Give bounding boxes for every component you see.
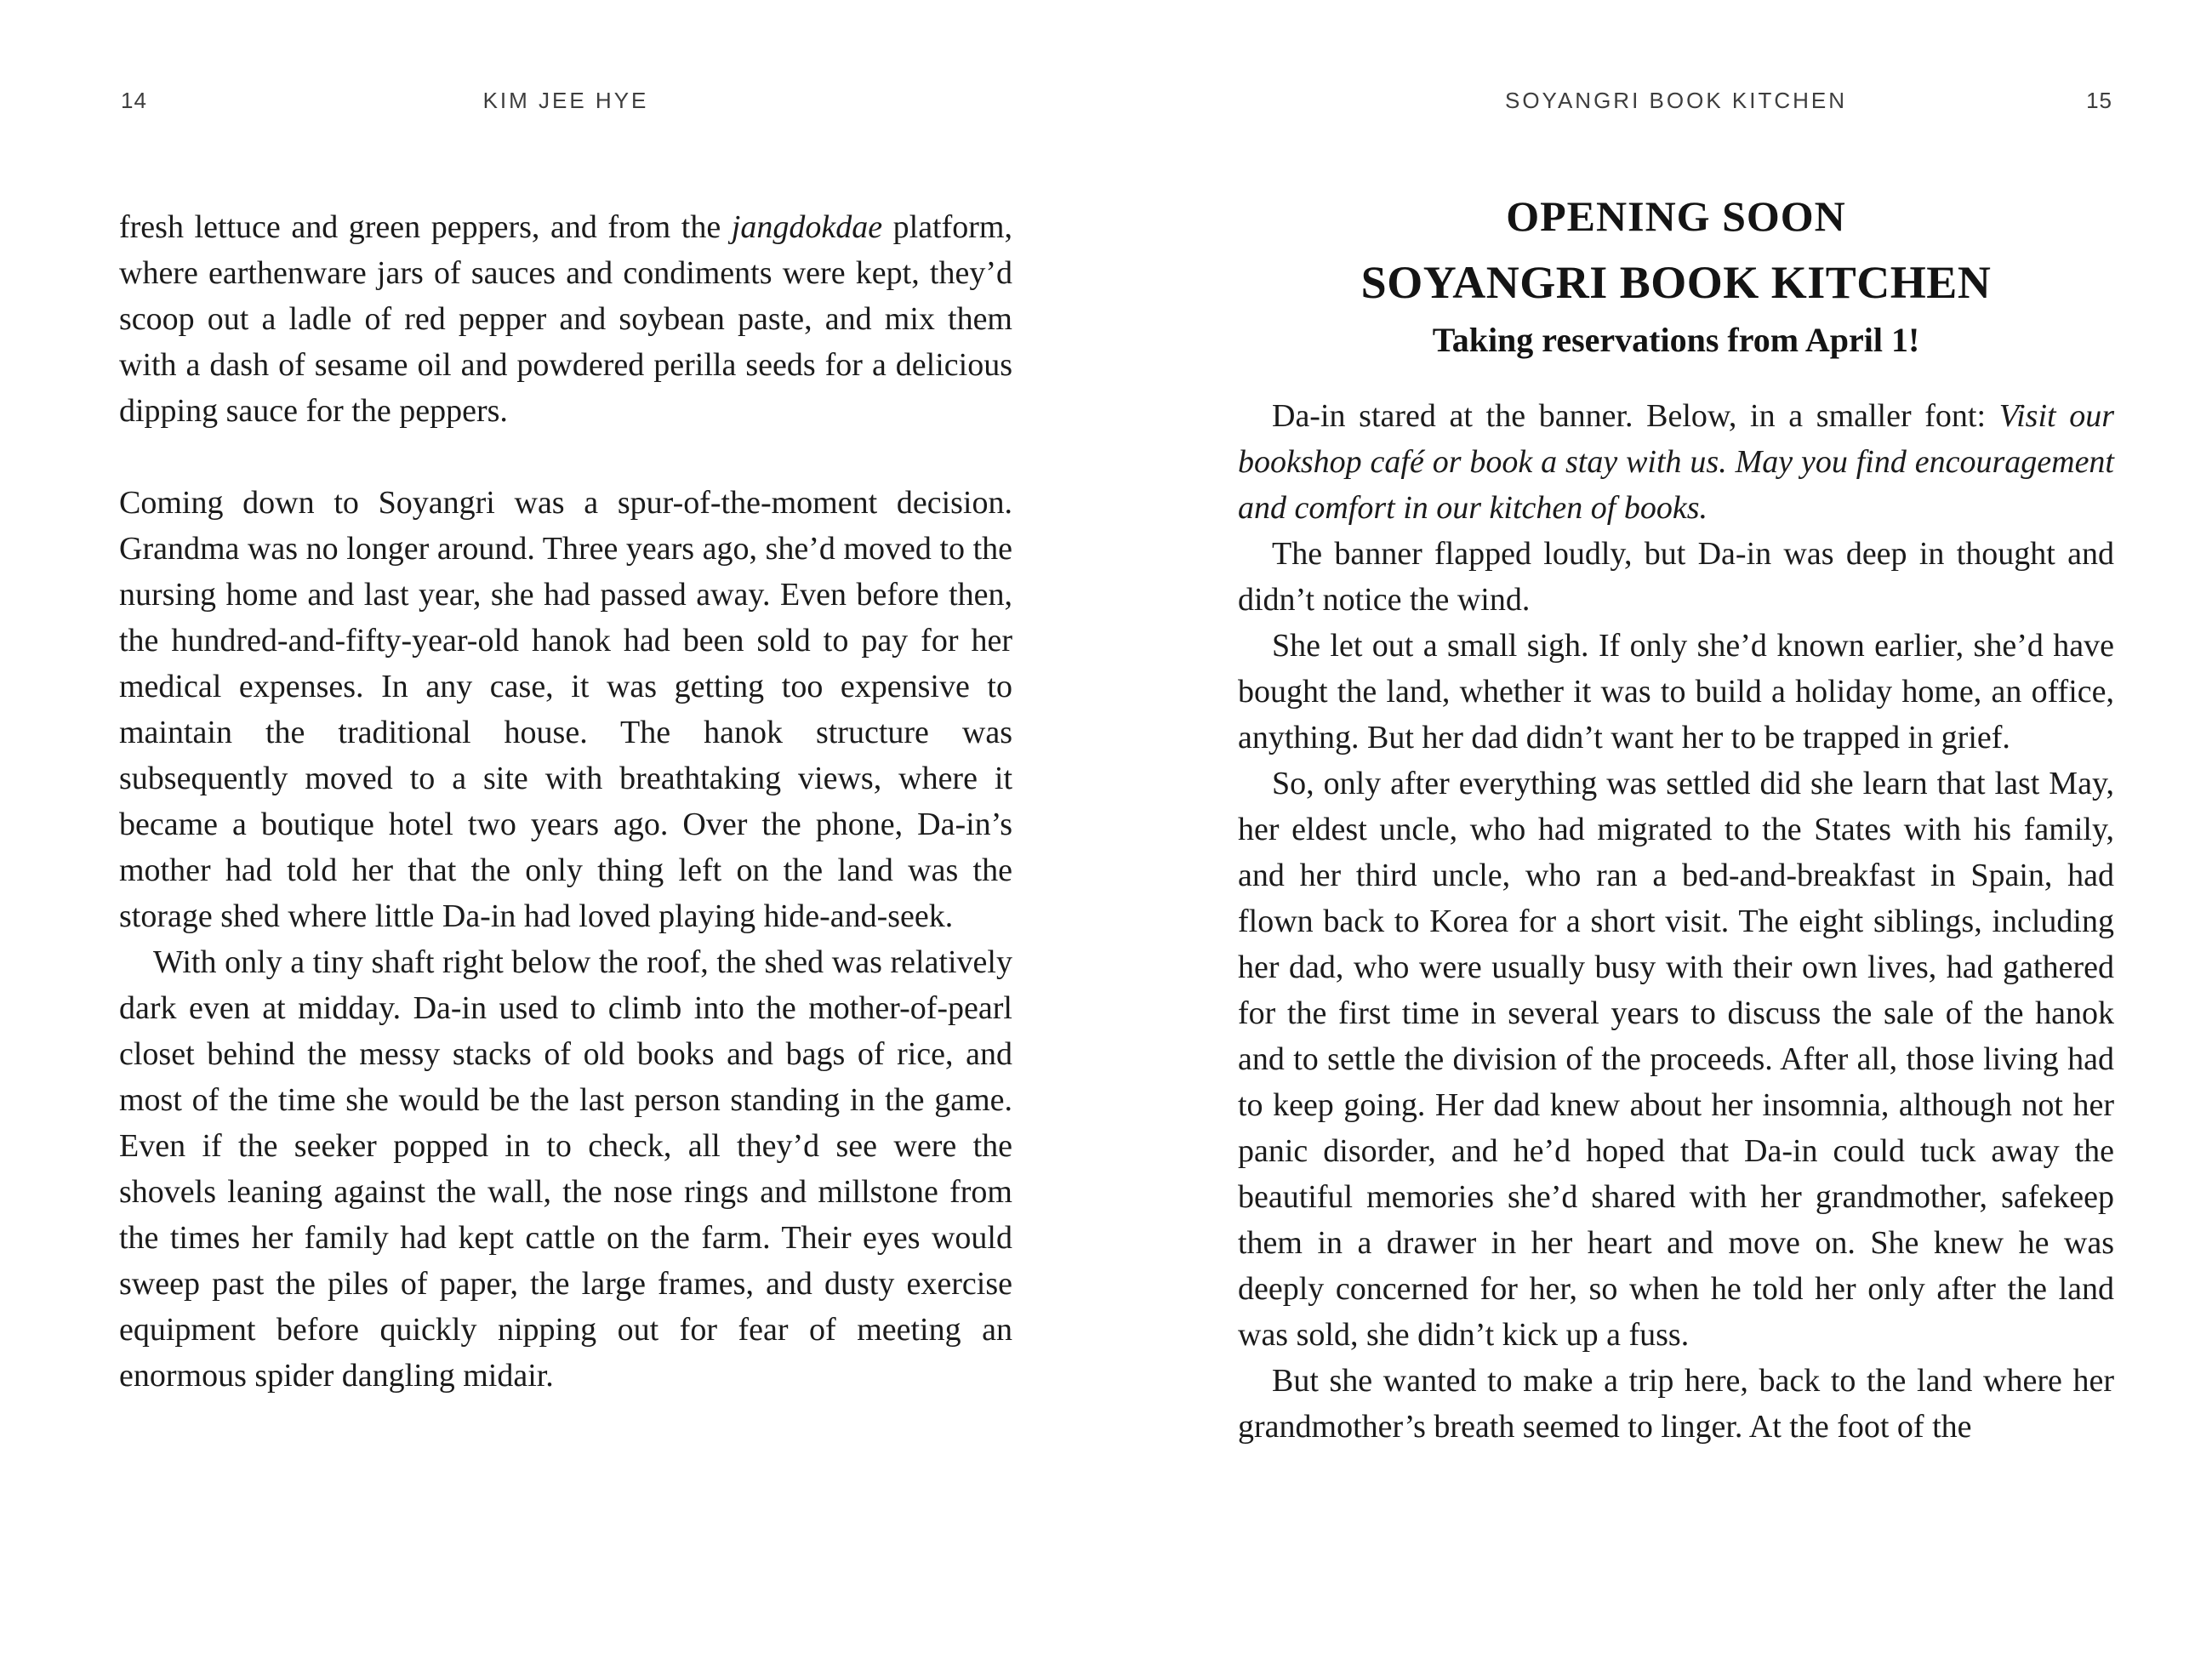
right-page xyxy=(1238,85,2114,1450)
text-run: With only a tiny shaft right below the roof, the shed was relatively dark even at midday. Da-in used to climb into the mother-of-pearl closet behind the messy stacks of old books and bags of rice, and most of the time she would be the last person standing in the game. Even if the seeker popped in to check, all they’d see were the shovels leaning against the wall, the nose rings and millstone from the times her family had kept cattle on the farm. Their eyes would sweep past the piles of paper, the large frames, and dusty exercise equipment before quickly nipping out for fear of meeting an enormous spider dangling midair. xyxy=(119,944,1012,1394)
text-run: platform, where earthenware jars of sauces and condiments were kept, they’d scoop out a ladle of red pepper and soybean paste, and mix them with a dash of sesame oil and powdered perilla seeds for a delicious dipping sauce for the peppers. xyxy=(119,209,1012,429)
left-running-header xyxy=(119,85,1012,116)
body-paragraph xyxy=(1238,761,2114,1358)
body-paragraph xyxy=(1238,393,2114,531)
text-run: But she wanted to make a trip here, back to the land where her grandmother’s breath seemed to linger. At the foot of the xyxy=(1238,1363,2114,1445)
body-paragraph xyxy=(1238,1358,2114,1450)
body-paragraph xyxy=(119,939,1012,1399)
right-body-text xyxy=(1238,393,2114,1450)
text-run: fresh lettuce and green peppers, and from the xyxy=(119,209,732,245)
body-paragraph xyxy=(1238,531,2114,623)
left-running-head: KIM JEE HYE xyxy=(482,88,649,113)
text-run: Da-in stared at the banner. Below, in a smaller font: xyxy=(1272,398,1999,434)
left-page-number: 14 xyxy=(121,88,147,113)
banner-opening-soon: OPENING SOON xyxy=(1506,192,1846,240)
text-run: She let out a small sigh. If only she’d known earlier, she’d have bought the land, whether it was to build a holiday home, an office, anything. But her dad didn’t want her to be trapped in grief. xyxy=(1238,628,2114,755)
text-run: So, only after everything was settled did she learn that last May, her eldest uncle, who had migrated to the States with his family, and her third uncle, who ran a bed-and-breakfast in Spain, had flown back to Korea for a short visit. The eight siblings, including her dad, who were usually busy with their own lives, had gathered for the first time in several years to discuss the sale of the hanok and to settle the division of the proceeds. After all, those living had to keep going. Her dad knew about her insomnia, although not her panic disorder, and he’d hoped that Da-in could tuck away the beautiful memories she’d shared with her grandmother, safekeep them in a drawer in her heart and move on. She knew he was deeply concerned for her, so when he told her only after the land was sold, she didn’t kick up a fuss. xyxy=(1238,766,2114,1353)
banner-reservations: Taking reservations from April 1! xyxy=(1432,321,1920,359)
right-running-head: SOYANGRI BOOK KITCHEN xyxy=(1504,88,1847,113)
text-run: The banner flapped loudly, but Da-in was deep in thought and didn’t notice the wind. xyxy=(1238,536,2114,618)
italic-text-run: jangdokdae xyxy=(731,209,883,245)
body-paragraph xyxy=(119,480,1012,939)
left-page xyxy=(119,85,1012,1399)
banner-heading-block xyxy=(1238,191,2114,361)
body-paragraph xyxy=(119,204,1012,434)
right-running-header xyxy=(1238,85,2114,116)
text-run: Coming down to Soyangri was a spur-of-the-moment decision. Grandma was no longer around. Three years ago, she’d moved to the nursing home and last year, she had passed away. Even before then, the hundred-and-fifty-year-old hanok had been sold to pay for her medical expenses. In any case, it was getting too expensive to maintain the traditional house. The hanok structure was subsequently moved to a site with breathtaking views, where it became a boutique hotel two years ago. Over the phone, Da-in’s mother had told her that the only thing left on the land was the storage shed where little Da-in had loved playing hide-and-seek. xyxy=(119,485,1012,934)
right-page-number: 15 xyxy=(2086,88,2112,113)
left-body-text xyxy=(119,204,1012,1399)
body-paragraph xyxy=(1238,623,2114,761)
italic-text-run: Visit our bookshop café or book a stay with us. May you find encouragement and comfort in our kitchen of books. xyxy=(1238,398,2114,526)
banner-title: SOYANGRI BOOK KITCHEN xyxy=(1360,257,1992,308)
